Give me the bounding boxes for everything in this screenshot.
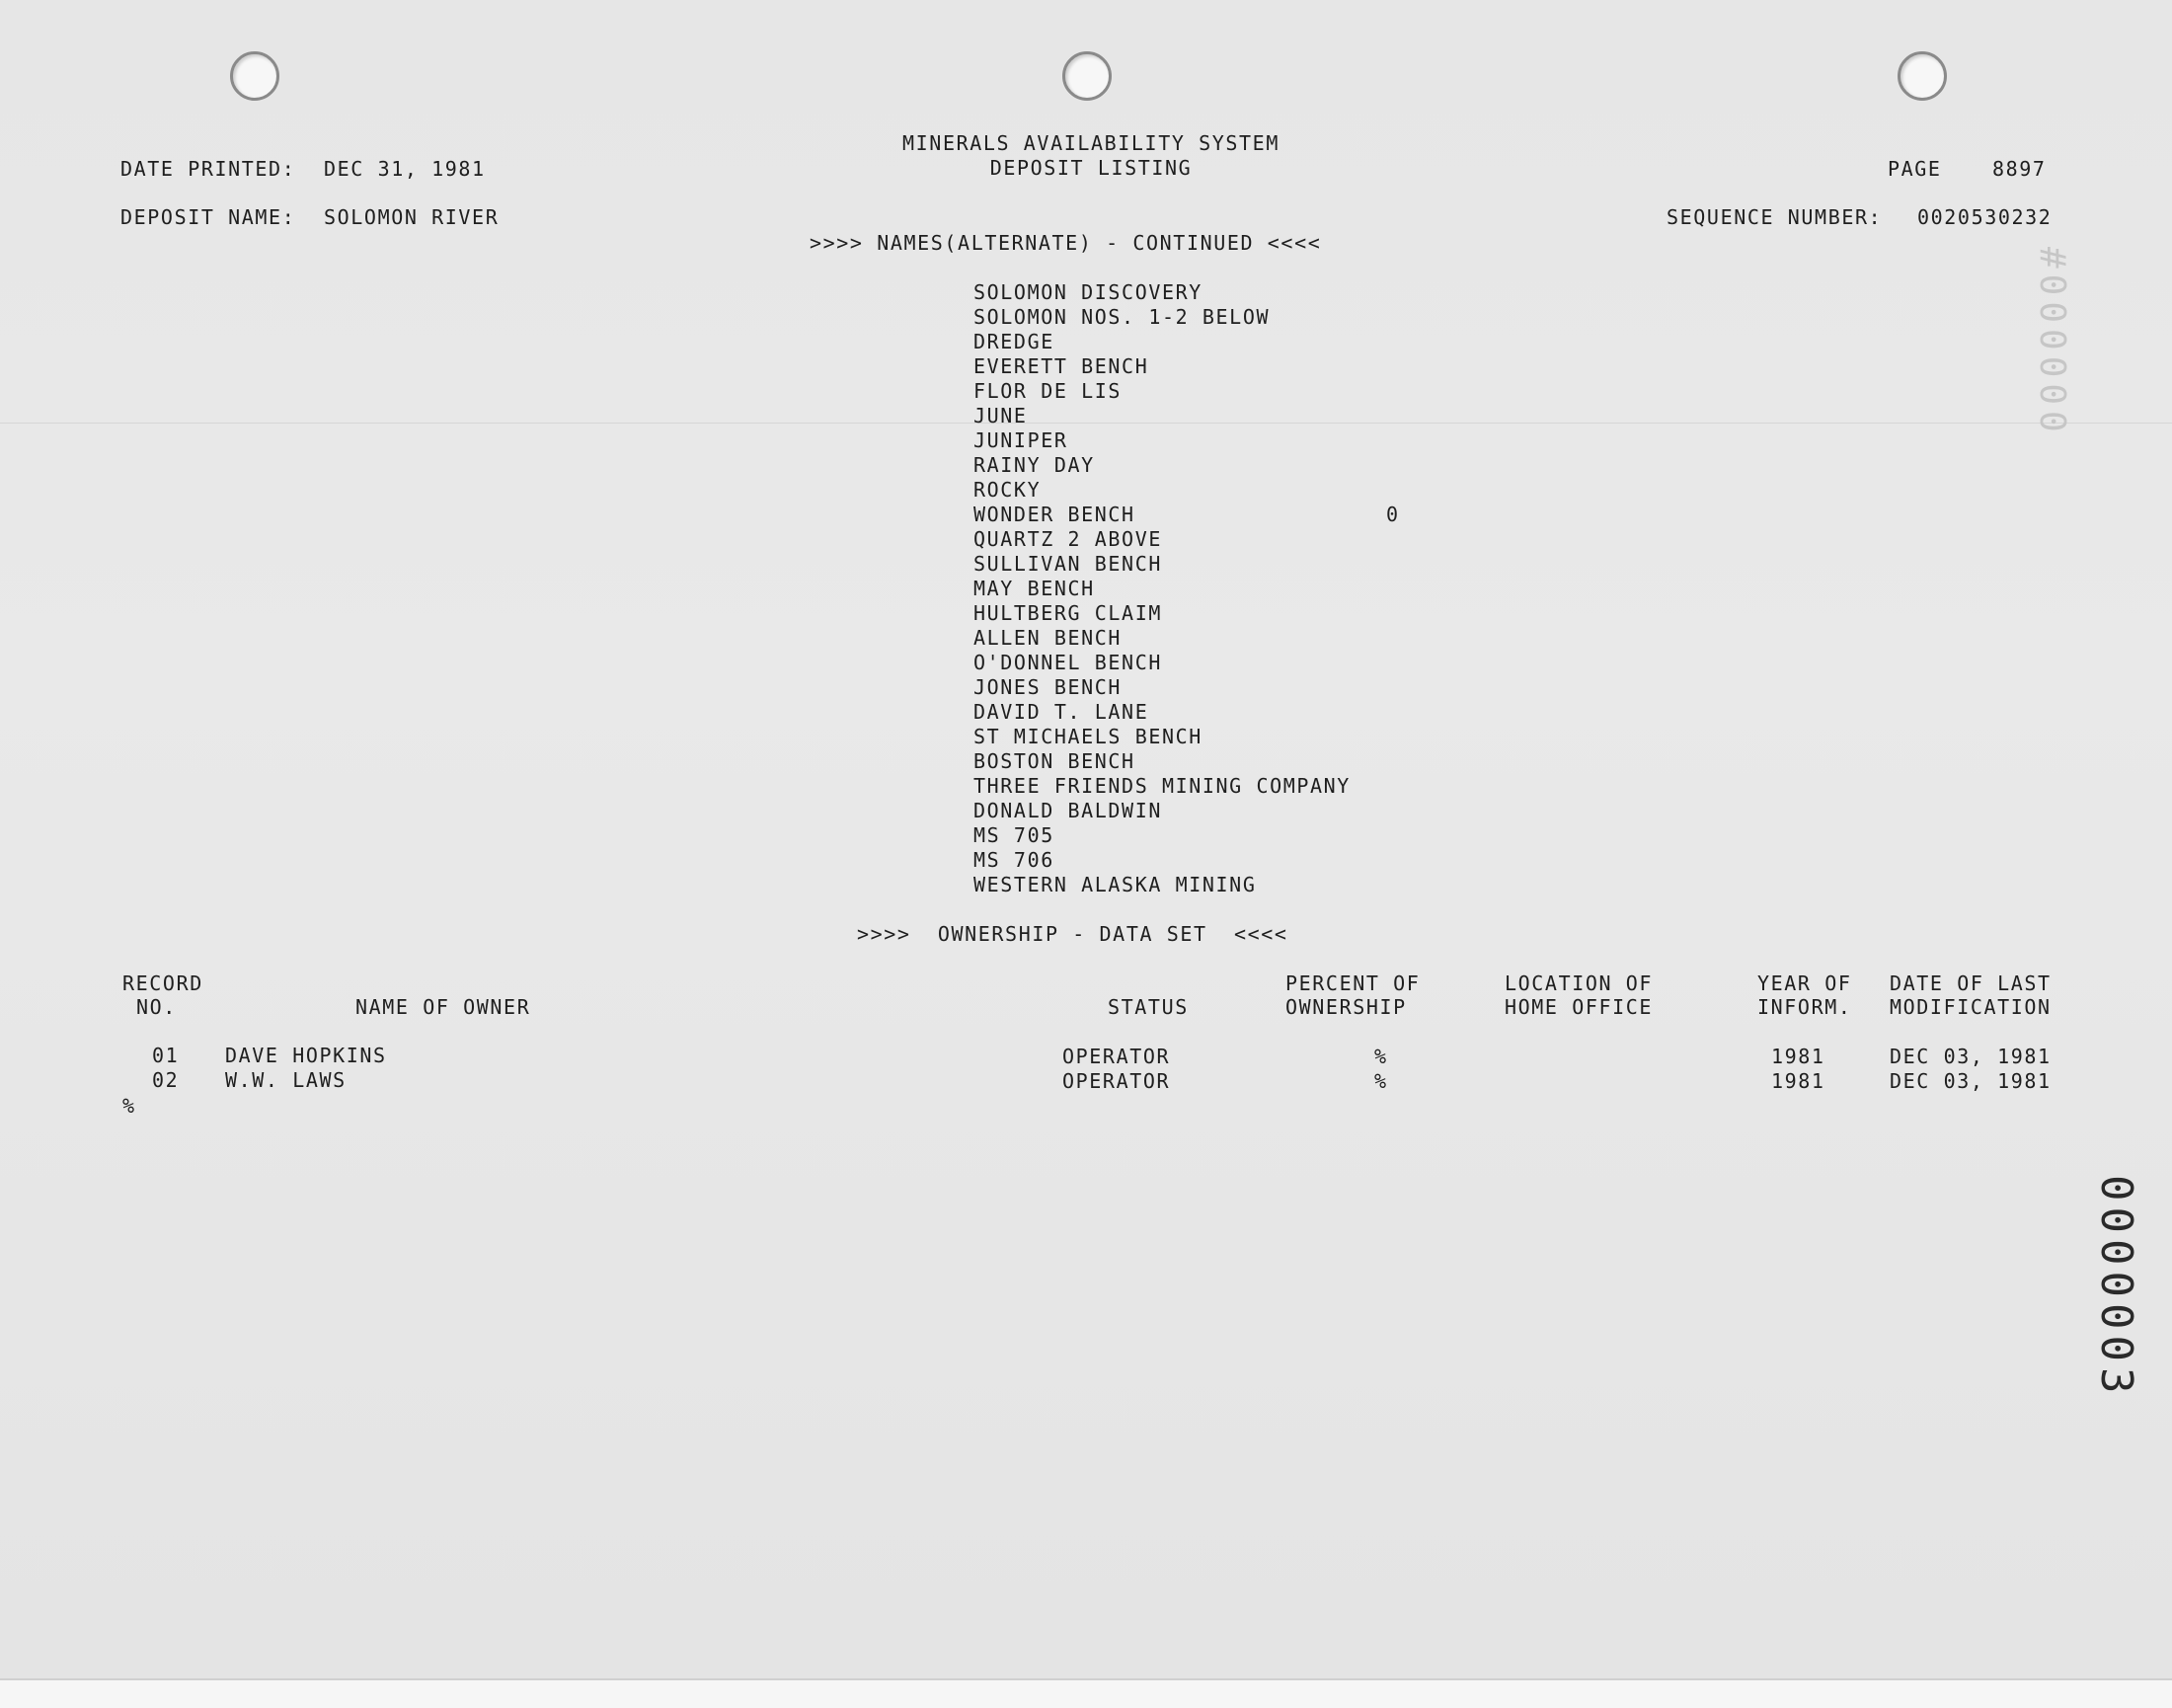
row-owner: W.W. LAWS — [225, 1068, 347, 1092]
row-year: 1981 — [1771, 1045, 1825, 1068]
alternate-name: SULLIVAN BENCH — [973, 552, 1162, 576]
page-label: PAGE — [1888, 157, 1942, 181]
col-status: STATUS — [1108, 995, 1189, 1019]
date-printed-value: DEC 31, 1981 — [324, 157, 486, 181]
alternate-name: WONDER BENCH — [973, 503, 1135, 526]
alternate-name: ALLEN BENCH — [973, 626, 1123, 650]
alternate-name: FLOR DE LIS — [973, 379, 1123, 403]
row-record: 02 — [152, 1068, 180, 1092]
fold-line — [0, 423, 2172, 424]
alternate-name: ST MICHAELS BENCH — [973, 725, 1202, 748]
row-record: 01 — [152, 1044, 180, 1067]
alternate-name: DREDGE — [973, 330, 1054, 353]
alternate-name: MS 705 — [973, 823, 1054, 847]
row-modified: DEC 03, 1981 — [1890, 1045, 2052, 1068]
binder-hole-left — [230, 51, 279, 101]
page-bottom-edge — [0, 1678, 2172, 1708]
row-percent: % — [1374, 1069, 1388, 1093]
col-owner: NAME OF OWNER — [355, 995, 531, 1019]
faint-bleedthrough-stamp: #000000 — [2032, 247, 2072, 438]
stray-mark: 0 — [1386, 503, 1400, 526]
col-percent-line1: PERCENT OF — [1285, 971, 1421, 995]
date-printed-label: DATE PRINTED: — [120, 157, 296, 181]
col-location-line2: HOME OFFICE — [1505, 995, 1654, 1019]
alternate-name: DAVID T. LANE — [973, 700, 1149, 724]
col-date-line1: DATE OF LAST — [1890, 971, 2052, 995]
margin-page-stamp: 0000003 — [2091, 1175, 2141, 1400]
alternate-name: JUNE — [973, 404, 1028, 427]
alternate-name: JONES BENCH — [973, 675, 1123, 699]
alternate-name: JUNIPER — [973, 428, 1068, 452]
row-percent: % — [1374, 1045, 1388, 1068]
deposit-name-value: SOLOMON RIVER — [324, 205, 500, 229]
alternate-name: QUARTZ 2 ABOVE — [973, 527, 1162, 551]
alternate-name: BOSTON BENCH — [973, 749, 1135, 773]
alternate-name: THREE FRIENDS MINING COMPANY — [973, 774, 1351, 798]
col-record-line1: RECORD — [122, 971, 203, 995]
listing-title: DEPOSIT LISTING — [989, 156, 1193, 180]
sequence-number: 0020530232 — [1917, 205, 2053, 229]
row-modified: DEC 03, 1981 — [1890, 1069, 2052, 1093]
row-year: 1981 — [1771, 1069, 1825, 1093]
system-title: MINERALS AVAILABILITY SYSTEM — [902, 131, 1280, 155]
sequence-label: SEQUENCE NUMBER: — [1667, 205, 1883, 229]
alternate-name: RAINY DAY — [973, 453, 1095, 477]
col-date-line2: MODIFICATION — [1890, 995, 2052, 1019]
binder-hole-right — [1898, 51, 1947, 101]
col-record-line2: NO. — [136, 995, 177, 1019]
alternate-name: MS 706 — [973, 848, 1054, 872]
row-owner: DAVE HOPKINS — [225, 1044, 387, 1067]
alternate-name: SOLOMON NOS. 1-2 BELOW — [973, 305, 1271, 329]
col-location-line1: LOCATION OF — [1505, 971, 1654, 995]
row-status: OPERATOR — [1062, 1045, 1171, 1068]
alternate-name: EVERETT BENCH — [973, 354, 1149, 378]
alternate-name: DONALD BALDWIN — [973, 799, 1162, 822]
alternate-name: SOLOMON DISCOVERY — [973, 280, 1202, 304]
ownership-section-heading: >>>> OWNERSHIP - DATA SET <<<< — [857, 922, 1288, 946]
alternate-name: HULTBERG CLAIM — [973, 601, 1162, 625]
alternate-name: WESTERN ALASKA MINING — [973, 873, 1257, 896]
page-number: 8897 — [1992, 157, 2047, 181]
deposit-name-label: DEPOSIT NAME: — [120, 205, 296, 229]
alternate-name: O'DONNEL BENCH — [973, 651, 1162, 674]
alternate-name: MAY BENCH — [973, 577, 1095, 600]
alternate-name: ROCKY — [973, 478, 1042, 502]
names-section-heading: >>>> NAMES(ALTERNATE) - CONTINUED <<<< — [810, 231, 1322, 255]
row-status: OPERATOR — [1062, 1069, 1171, 1093]
col-year-line2: INFORM. — [1757, 995, 1852, 1019]
trailing-mark: % — [122, 1094, 136, 1118]
binder-hole-center — [1062, 51, 1112, 101]
col-percent-line2: OWNERSHIP — [1285, 995, 1407, 1019]
col-year-line1: YEAR OF — [1757, 971, 1852, 995]
